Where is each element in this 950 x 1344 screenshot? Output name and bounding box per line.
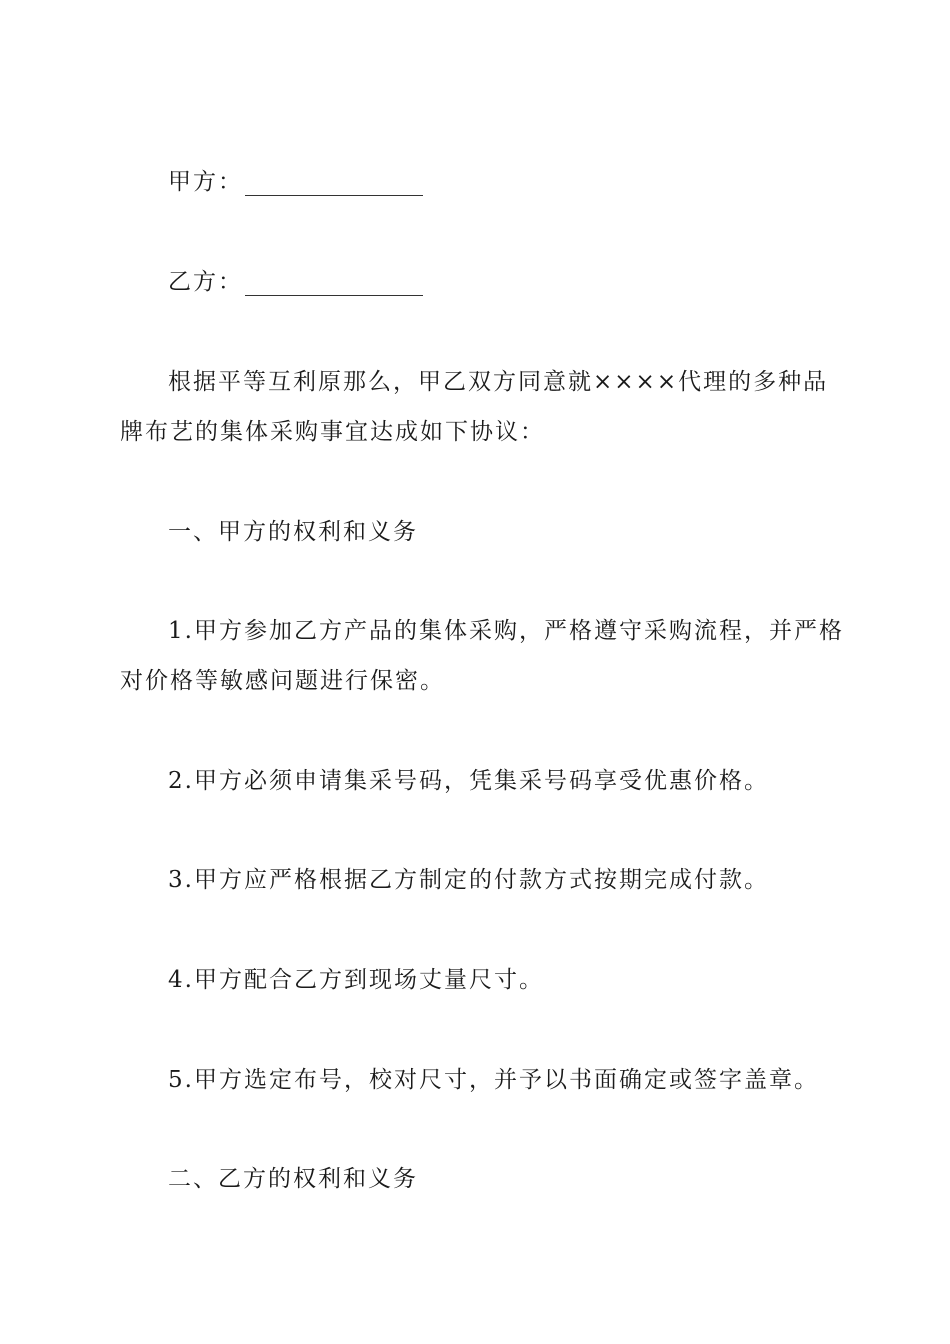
section-2-heading: 二、乙方的权利和义务 <box>168 1166 418 1192</box>
clause-4: 4.甲方配合乙方到现场丈量尺寸。 <box>168 967 544 993</box>
clause-1-line-2: 对价格等敏感问题进行保密。 <box>120 668 445 694</box>
clause-1-line-1: 1.甲方参加乙方产品的集体采购，严格遵守采购流程，并严格 <box>168 618 844 644</box>
clause-5: 5.甲方选定布号，校对尺寸，并予以书面确定或签字盖章。 <box>168 1067 819 1093</box>
party-b-blank-line <box>245 271 423 296</box>
party-a-blank-line <box>245 171 423 196</box>
party-b-row <box>168 263 423 296</box>
intro-line-2: 牌布艺的集体采购事宜达成如下协议： <box>120 419 545 445</box>
party-a-row <box>168 163 423 196</box>
intro-line-1: 根据平等互利原那么，甲乙双方同意就××××代理的多种品 <box>168 369 829 395</box>
party-a-label: 甲方： <box>168 169 243 195</box>
clause-3: 3.甲方应严格根据乙方制定的付款方式按期完成付款。 <box>168 867 769 893</box>
party-b-label: 乙方： <box>168 269 243 295</box>
clause-2: 2.甲方必须申请集采号码，凭集采号码享受优惠价格。 <box>168 768 769 794</box>
section-1-heading: 一、甲方的权利和义务 <box>168 519 418 545</box>
